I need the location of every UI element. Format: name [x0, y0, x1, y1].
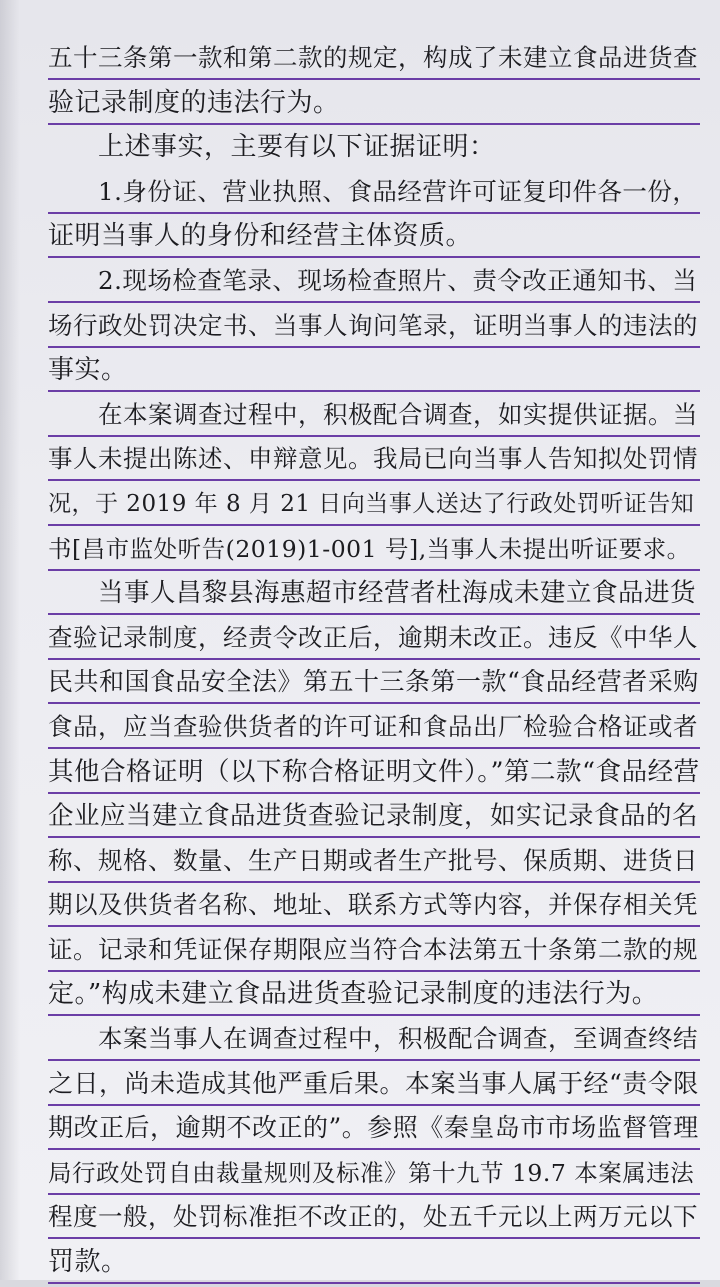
text-line: 证明当事人的身份和经营主体资质。: [48, 216, 700, 258]
text-line: 罚款。: [48, 1242, 700, 1284]
text-line: 在本案调查过程中，积极配合调查，如实提供证据。当: [48, 395, 700, 437]
text-line: 查验记录制度，经责令改正后，逾期未改正。违反《中华人: [48, 618, 700, 660]
text-line: 书[昌市监处听告(2019)1-001 号],当事人未提出听证要求。: [48, 529, 700, 571]
text-line: 之日，尚未造成其他严重后果。本案当事人属于经“责令限: [48, 1064, 700, 1106]
text-line: 食品，应当查验供货者的许可证和食品出厂检验合格证或者: [48, 707, 700, 749]
text-line: 事实。: [48, 350, 700, 392]
text-line: 验记录制度的违法行为。: [48, 83, 700, 125]
text-line: 2.现场检查笔录、现场检查照片、责令改正通知书、当: [48, 261, 700, 303]
text-line: 期以及供货者名称、地址、联系方式等内容，并保存相关凭: [48, 885, 700, 927]
text-line: 上述事实，主要有以下证据证明：: [98, 132, 496, 163]
text-line: 事人未提出陈述、申辩意见。我局已向当事人告知拟处罚情: [48, 439, 700, 481]
text-line: 民共和国食品安全法》第五十三条第一款“食品经营者采购: [48, 662, 700, 704]
text-line: 证。记录和凭证保存期限应当符合本法第五十条第二款的规: [48, 930, 700, 972]
text-line: 场行政处罚决定书、当事人询问笔录，证明当事人的违法的: [48, 306, 700, 348]
text-line: 五十三条第一款和第二款的规定，构成了未建立食品进货查: [48, 38, 700, 80]
document-body: [48, 38, 700, 1287]
text-line: 当事人昌黎县海惠超市经营者杜海成未建立食品进货: [48, 573, 700, 615]
page-edge-shadow: [0, 0, 20, 1280]
text-line: 局行政处罚自由裁量规则及标准》第十九节 19.7 本案属违法: [48, 1153, 700, 1195]
text-line: 本案当事人在调查过程中，积极配合调查，至调查终结: [48, 1019, 700, 1061]
text-line: 企业应当建立食品进货查验记录制度，如实记录食品的名: [48, 796, 700, 838]
text-line: 定。”构成未建立食品进货查验记录制度的违法行为。: [48, 974, 700, 1016]
text-line: 程度一般，处罚标准拒不改正的，处五千元以上两万元以下: [48, 1197, 700, 1239]
text-line: 况，于 2019 年 8 月 21 日向当事人送达了行政处罚听证告知: [48, 484, 700, 526]
text-line: 期改正后，逾期不改正的”。参照《秦皇岛市市场监督管理: [48, 1108, 700, 1150]
text-line: 称、规格、数量、生产日期或者生产批号、保质期、进货日: [48, 841, 700, 883]
text-line: 其他合格证明（以下称合格证明文件）。”第二款“食品经营: [48, 752, 700, 794]
text-line: 1.身份证、营业执照、食品经营许可证复印件各一份，: [48, 172, 700, 214]
